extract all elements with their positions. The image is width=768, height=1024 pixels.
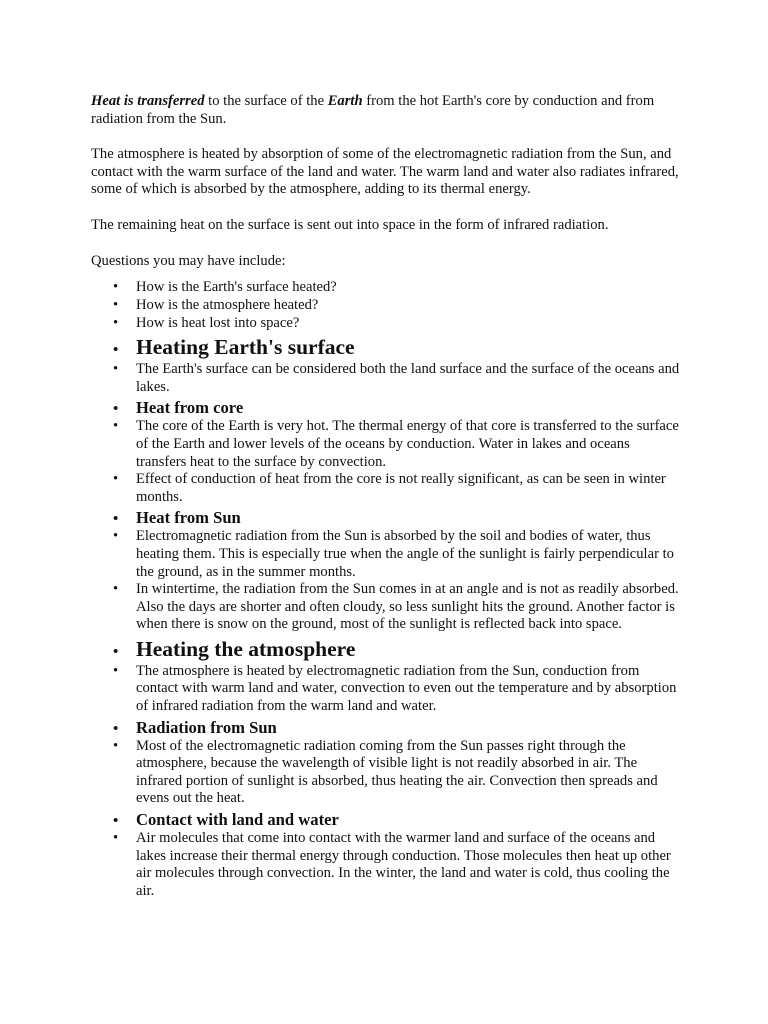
list-item-text: In wintertime, the radiation from the Sun comes in at an angle and is not as readily absorbed. Also the days are shorter and often cloudy, so less sunlight hits the ground. Another factor is when there is snow on the ground, most of the sunlight is reflected back into space. <box>136 581 679 633</box>
bullet-icon: • <box>113 830 119 847</box>
bullet-icon: • <box>113 279 119 296</box>
bullet-icon: • <box>113 643 119 660</box>
question-text: How is the Earth's surface heated? <box>136 279 337 296</box>
list-item <box>91 528 681 581</box>
heading-text: Heating the atmosphere <box>136 636 356 661</box>
list-item-text: The core of the Earth is very hot. The thermal energy of that core is transferred to the surface of the Earth and lower levels of the oceans by conduction. Water in lakes and oceans transfers heat to the surface by convection. <box>136 418 679 470</box>
bullet-icon: • <box>113 737 119 754</box>
heading-text: Heat from Sun <box>136 508 241 528</box>
bullet-icon: • <box>113 720 119 737</box>
heading-text: Contact with land and water <box>136 810 339 830</box>
list-item <box>91 581 681 634</box>
list-item-text: The Earth's surface can be considered both the land surface and the surface of the oceans and lakes. <box>136 361 680 395</box>
document-page <box>91 93 681 900</box>
subsection-heading <box>91 398 681 418</box>
paragraph-remaining-heat: The remaining heat on the surface is sent out into space in the form of infrared radiation. <box>91 216 609 233</box>
sections-list <box>91 334 681 900</box>
bullet-icon: • <box>113 315 119 332</box>
list-item-question <box>91 314 681 332</box>
list-item <box>91 738 681 808</box>
list-item <box>91 361 681 396</box>
bullet-icon: • <box>113 528 119 545</box>
paragraph-questions-intro: Questions you may have include: <box>91 252 286 269</box>
bullet-icon: • <box>113 297 119 314</box>
list-item-question <box>91 296 681 314</box>
intro-mid-text: to the surface of the <box>204 93 328 109</box>
bullet-icon: • <box>113 401 119 418</box>
list-item <box>91 830 681 900</box>
heading-text: Radiation from Sun <box>136 717 277 737</box>
heading-text: Heating Earth's surface <box>136 335 355 360</box>
list-item <box>91 418 681 471</box>
section-heading <box>91 334 681 360</box>
question-text: How is heat lost into space? <box>136 315 300 332</box>
heading-text: Heat from core <box>136 398 244 418</box>
list-item-text: The atmosphere is heated by electromagnetic radiation from the Sun, conduction from contact with warm land and water, convection to even out the temperature and by absorption of infrared radiation from the warm land and water. <box>136 662 677 715</box>
section-heading <box>91 636 681 662</box>
list-item-text: Effect of conduction of heat from the core is not really significant, as can be seen in winter months. <box>136 471 666 505</box>
intro-lead-emphasis: Heat is transferred <box>91 93 205 109</box>
questions-list <box>91 278 681 332</box>
paragraph-atmosphere: The atmosphere is heated by absorption of some of the electromagnetic radiation from the Sun, and contact with the warm surface of the land and water. The warm land and water also radiates infrared, some of which is absorbed by the atmosphere, adding to its thermal energy. <box>91 146 679 198</box>
bullet-icon: • <box>113 813 119 830</box>
bullet-icon: • <box>113 662 119 679</box>
list-item-text: Air molecules that come into contact with the warmer land and surface of the oceans and lakes increase their thermal energy through conduction. Those molecules then heat up other air molecules through convection. In the winter, the land and water is cold, thus cooling the air. <box>136 830 671 899</box>
list-item-text: Electromagnetic radiation from the Sun is absorbed by the soil and bodies of water, thus heating them. This is especially true when the angle of the sunlight is fairly perpendicular to the ground, as in the summer months. <box>136 528 674 580</box>
question-text: How is the atmosphere heated? <box>136 297 319 314</box>
bullet-icon: • <box>113 581 119 598</box>
list-item-question <box>91 278 681 296</box>
bullet-icon: • <box>113 511 119 528</box>
intro-earth-emphasis: Earth <box>327 93 363 109</box>
list-item <box>91 663 681 716</box>
bullet-icon: • <box>113 342 119 359</box>
bullet-icon: • <box>113 418 119 435</box>
bullet-icon: • <box>113 471 119 488</box>
list-item <box>91 471 681 506</box>
intro-paragraph <box>91 93 681 128</box>
subsection-heading <box>91 508 681 528</box>
list-item-text: Most of the electromagnetic radiation coming from the Sun passes right through the atmosphere, because the wavelength of visible light is not readily absorbed in air. The infrared portion of sunlight is absorbed, thus heating the air. Convection then spreads and evens out the heat. <box>136 737 658 807</box>
subsection-heading <box>91 810 681 830</box>
intro-tail-text: from the hot Earth's core by conduction and from radiation from the Sun. <box>91 93 655 127</box>
bullet-icon: • <box>113 361 119 378</box>
subsection-heading <box>91 718 681 738</box>
